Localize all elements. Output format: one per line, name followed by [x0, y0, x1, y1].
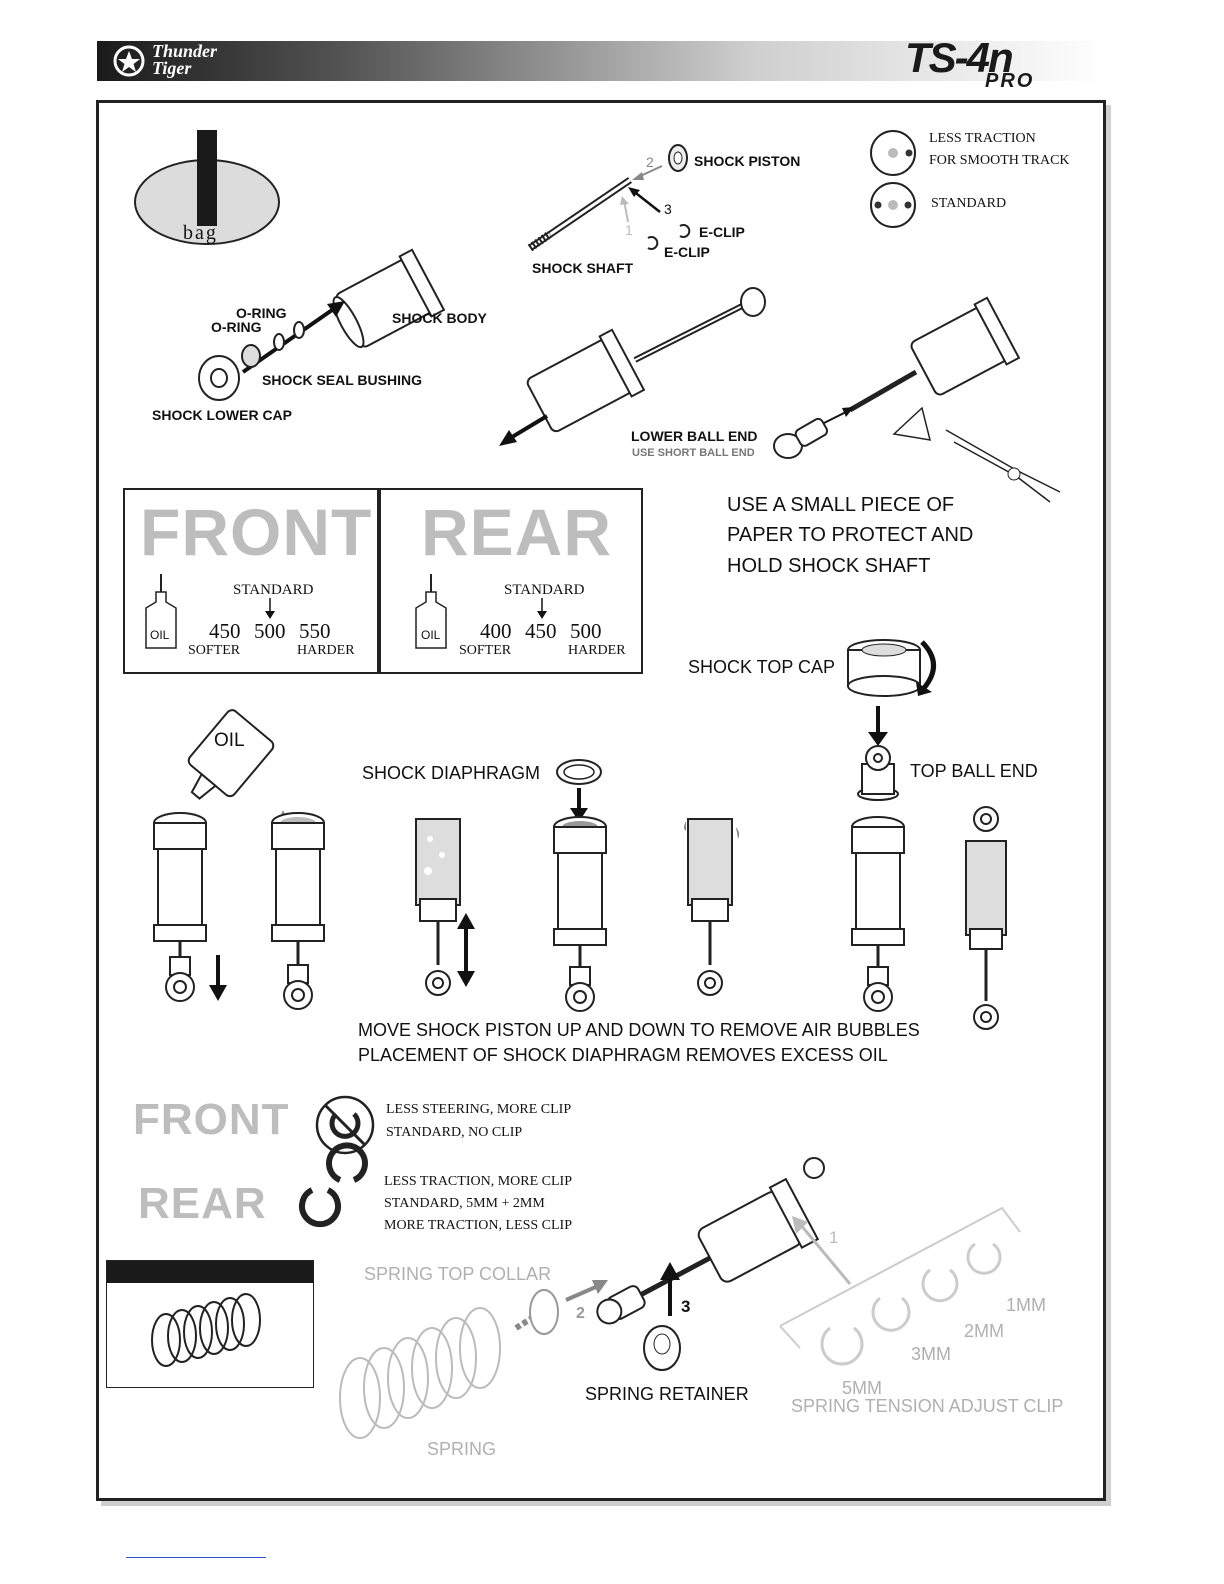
- spring-box-header: [107, 1261, 313, 1283]
- e-clip-label-1: E-CLIP: [699, 224, 745, 240]
- piston-less-line1: LESS TRACTION: [929, 131, 1036, 146]
- top-ball-end-label: TOP BALL END: [910, 761, 1038, 781]
- oil-front-standard: STANDARD: [233, 582, 314, 598]
- spring-tension-clip-label: SPRING TENSION ADJUST CLIP: [791, 1396, 1064, 1416]
- model-sub: PRO: [985, 70, 1035, 92]
- footer-rule: [126, 1557, 266, 1558]
- ball-end-diagram: [770, 296, 1060, 510]
- shock-body-label: SHOCK BODY: [392, 310, 487, 326]
- step-3-label: 3: [664, 201, 672, 217]
- piston-standard-icon: [868, 180, 918, 230]
- paper-note-line1: USE A SMALL PIECE OF: [727, 494, 955, 516]
- piston-less-traction-icon: [868, 128, 918, 178]
- use-short-ball-end-label: USE SHORT BALL END: [632, 447, 755, 459]
- spring-step-2-label: 2: [576, 1305, 585, 1322]
- spring-icon: [146, 1290, 276, 1370]
- shock-lower-cap-label: SHOCK LOWER CAP: [152, 407, 292, 423]
- oil-front-title: FRONT: [140, 495, 373, 569]
- shock-shaft-label: SHOCK SHAFT: [532, 260, 634, 276]
- thunder-tiger-logo-icon: [108, 44, 150, 78]
- arrow-down-icon: [536, 598, 548, 620]
- lower-ball-end-label: LOWER BALL END: [631, 428, 758, 444]
- model-logo: TS-4n: [905, 34, 1012, 81]
- brand-line2: Tiger: [152, 58, 192, 78]
- arrow-down-icon: [264, 598, 276, 620]
- bag-label: bag: [183, 222, 218, 244]
- oil-rear-value-3: 500: [570, 619, 602, 643]
- oil-rear-standard: STANDARD: [504, 582, 585, 598]
- clip-1mm-label: 1MM: [1006, 1295, 1046, 1315]
- clips-rear-line3: MORE TRACTION, LESS CLIP: [384, 1218, 572, 1233]
- oil-front-harder: HARDER: [297, 643, 355, 658]
- shock-top-cap-label: SHOCK TOP CAP: [688, 657, 836, 677]
- oil-rear-softer: SOFTER: [459, 643, 512, 658]
- oil-rear-title: REAR: [421, 495, 613, 569]
- clips-rear-line1: LESS TRACTION, MORE CLIP: [384, 1174, 572, 1189]
- clip-2mm-label: 2MM: [964, 1321, 1004, 1341]
- step-2-label: 2: [646, 154, 654, 170]
- clips-front-title: FRONT: [133, 1095, 290, 1144]
- fill-note-line2: PLACEMENT OF SHOCK DIAPHRAGM REMOVES EXCESS OIL: [358, 1045, 888, 1065]
- spring-step-1-label: 1: [829, 1228, 839, 1247]
- clips-front-line1: LESS STEERING, MORE CLIP: [386, 1102, 572, 1117]
- oil-rear-harder: HARDER: [568, 643, 626, 658]
- paper-note-line3: HOLD SHOCK SHAFT: [727, 555, 931, 577]
- o-ring-label-1: O-RING: [236, 305, 287, 321]
- clip-5mm-label: 5MM: [842, 1378, 882, 1398]
- shock-diaphragm-label: SHOCK DIAPHRAGM: [362, 763, 541, 783]
- spring-label: SPRING: [427, 1439, 497, 1459]
- oil-rear-value-2: 450: [525, 619, 557, 643]
- fill-note-line1: MOVE SHOCK PISTON UP AND DOWN TO REMOVE AIR BUBBLES: [358, 1020, 920, 1040]
- oil-rear-value-1: 400: [480, 619, 512, 643]
- spring-top-collar-label: SPRING TOP COLLAR: [364, 1264, 552, 1284]
- piston-less-line2: FOR SMOOTH TRACK: [929, 153, 1070, 168]
- clips-rear-line2: STANDARD, 5MM + 2MM: [384, 1196, 545, 1211]
- oil-pour-label: OIL: [214, 730, 245, 751]
- spring-retainer-label: SPRING RETAINER: [585, 1384, 749, 1404]
- oil-rear-oil-label: OIL: [421, 628, 441, 642]
- shock-fill-sequence: [150, 805, 1030, 1040]
- step-1-label: 1: [625, 222, 633, 238]
- clips-rear-title: REAR: [138, 1179, 267, 1228]
- clips-front-line2: STANDARD, NO CLIP: [386, 1125, 523, 1140]
- shock-piston-label: SHOCK PISTON: [694, 153, 801, 169]
- piston-standard-label: STANDARD: [931, 196, 1007, 211]
- oil-bottle-pour-icon: [195, 710, 299, 818]
- e-clip-label-2: E-CLIP: [664, 244, 710, 260]
- spring-step-3-label: 3: [681, 1297, 691, 1316]
- oil-front-oil-label: OIL: [150, 628, 170, 642]
- oil-front-value-3: 550: [299, 619, 331, 643]
- shock-seal-bushing-label: SHOCK SEAL BUSHING: [262, 372, 422, 388]
- oil-front-value-1: 450: [209, 619, 241, 643]
- oil-front-softer: SOFTER: [188, 643, 241, 658]
- o-ring-label-2: O-RING: [211, 319, 262, 335]
- clip-3mm-label: 3MM: [911, 1344, 951, 1364]
- paper-note-line2: PAPER TO PROTECT AND: [727, 524, 974, 546]
- brand-line1: Thunder: [152, 41, 218, 61]
- oil-front-value-2: 500: [254, 619, 286, 643]
